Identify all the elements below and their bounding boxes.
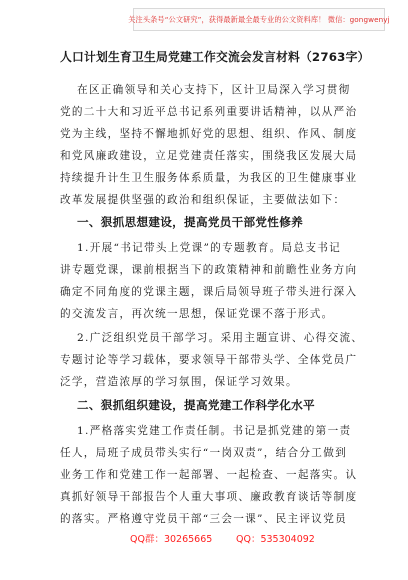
intro-line: 持续提升计生卫生服务体系质量，为我区的卫生健康事业	[60, 172, 358, 184]
footer-qq-group: QQ群：30265665	[130, 534, 213, 545]
document-title: 人口计划生育卫生局党建工作交流会发言材料（2763字）	[60, 50, 370, 64]
paragraph-line: 真抓好领导干部报告个人重大事项、廉政教育谈话等制度	[60, 491, 358, 503]
promo-banner-text: 关注头条号“公文研究”，获得最新最全最专业的公文资料库！ 微信：gongwenyj	[128, 14, 390, 24]
intro-line: 改革发展提供坚强的政治和组织保证，主要做法如下：	[60, 194, 346, 206]
paragraph-line: 专题讨论等学习载体，要求领导干部带头学、全体党员广	[60, 354, 358, 366]
promo-banner	[128, 8, 390, 31]
paragraph-line: 2.广泛组织党员干部学习。采用主题宣讲、心得交流、	[77, 332, 364, 344]
paragraph-line: 1.严格落实党建工作责任制。书记是抓党建的第一责	[77, 425, 352, 437]
paragraph-line: 1.开展“书记带头上党课”的专题教育。局总支书记	[77, 242, 342, 254]
section-heading-2: 二、狠抓组织建设，提高党建工作科学化水平	[77, 398, 315, 412]
intro-line: 和党风廉政建设，立足党建责任落实，围绕我区发展大局	[60, 150, 358, 162]
intro-line: 党为主线，坚持不懈地抓好党的思想、组织、作风、制度	[60, 128, 358, 140]
footer-qq: QQ：535304092	[236, 534, 315, 545]
paragraph-line: 的落实。严格遵守党员干部“三会一课”、民主评议党员	[60, 513, 347, 525]
section-heading-1: 一、狠抓思想建设，提高党员干部党性修养	[77, 215, 303, 229]
paragraph-line: 业务工作和党建工作一起部署、一起检查、一起落实。认	[60, 469, 358, 481]
paragraph-line: 讲专题党课，课前根据当下的政策精神和前瞻性业务方向	[60, 264, 358, 276]
intro-line: 在区正确领导和关心支持下，区计卫局深入学习贯彻	[77, 84, 351, 96]
paragraph-line: 确定不同角度的党课主题，课后局领导班子带头进行深入	[60, 286, 358, 298]
intro-line: 党的二十大和习近平总书记系列重要讲话精神，以从严治	[60, 106, 358, 118]
paragraph-line: 的交流发言，再次统一思想，保证党课不落于形式。	[60, 308, 334, 320]
paragraph-line: 任人，局班子成员带头实行“一岗双责”，结合分工做到	[60, 447, 347, 459]
paragraph-line: 泛学，营造浓厚的学习氛围，保证学习效果。	[60, 376, 298, 388]
